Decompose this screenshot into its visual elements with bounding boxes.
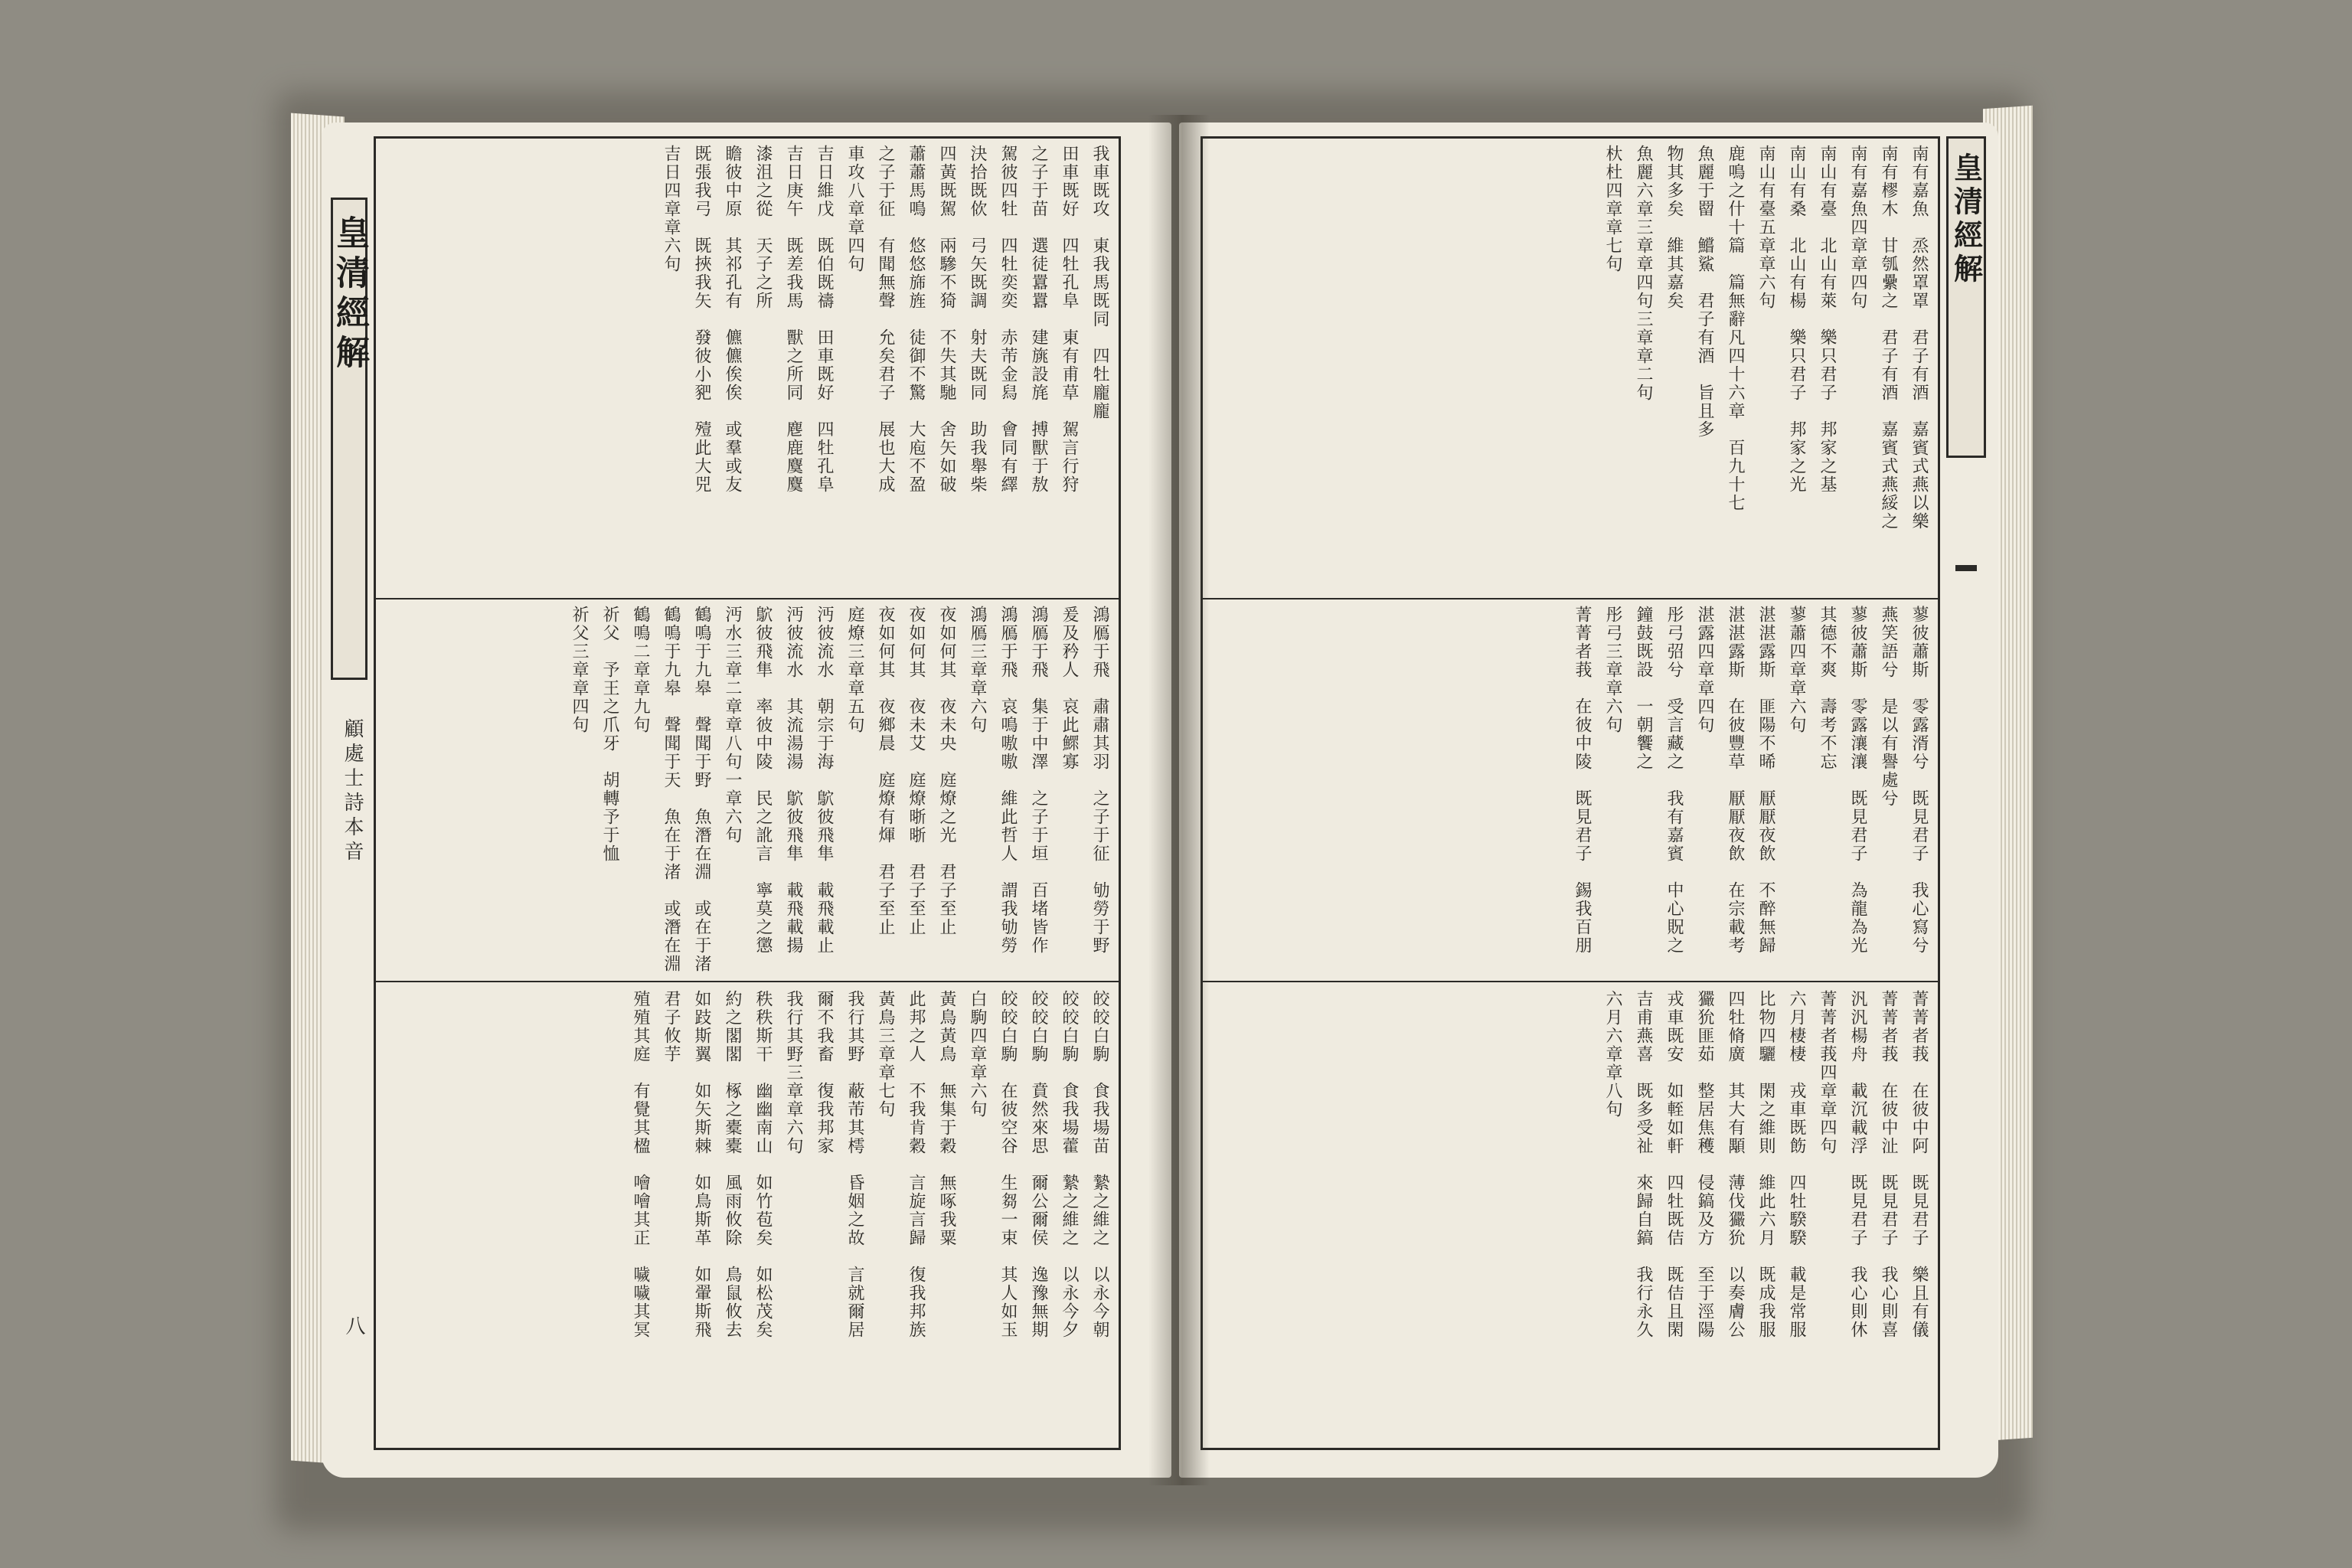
text-column: 燕笑語兮 是以有譽處兮 [1879,606,1898,808]
text-column: 皎皎白駒 在彼空谷 生芻一束 其人如玉 [998,990,1018,1339]
text-column: 南有嘉魚四章章四句 [1848,145,1867,310]
text-column: 菁菁者莪 在彼中陵 既見君子 錫我百朋 [1573,606,1592,955]
right-page [1179,122,1998,1478]
text-column: 魚麗六章三章章四句三章章二句 [1634,145,1653,402]
text-column: 南山有桑 北山有楊 樂只君子 邦家之光 [1787,145,1806,494]
text-column: 物其多矣 維其嘉矣 [1664,145,1684,310]
text-column: 之子于苗 選徒囂囂 建旐設旄 搏獸于敖 [1029,145,1048,494]
right-head-strip [1943,136,1989,1446]
text-column: 我車既攻 東我馬既同 四牡龐龐 [1090,145,1109,420]
text-column: 沔彼流水 其流湯湯 鴥彼飛隼 載飛載揚 [784,606,803,955]
left-page [322,122,1171,1478]
right-bottom-columns [1210,990,1930,1442]
left-text-frame [374,136,1121,1450]
text-column: 夜如何其 夜未艾 庭燎晣晣 君子至止 [906,606,926,936]
text-column: 夜如何其 夜鄉晨 庭燎有煇 君子至止 [876,606,895,936]
text-column: 車攻八章章四句 [845,145,864,273]
text-column: 南山有臺 北山有萊 樂只君子 邦家之基 [1818,145,1837,494]
left-mid-columns [384,606,1111,976]
text-column: 杕杜四章章七句 [1603,145,1622,273]
text-column: 鴻鴈于飛 哀鳴嗷嗷 維此哲人 謂我劬勞 [998,606,1018,955]
text-column: 決拾既佽 弓矢既調 射夫既同 助我舉柴 [968,145,987,494]
text-column: 鶴鳴于九皋 聲聞于天 魚在于渚 或潛在淵 [662,606,681,973]
text-column: 鶴鳴二章章九句 [631,606,650,734]
text-column: 約之閣閣 椓之橐橐 風雨攸除 鳥鼠攸去 [723,990,742,1339]
text-column: 此邦之人 不我肯穀 言旋言歸 復我邦族 [906,990,926,1339]
left-top-columns [384,145,1111,592]
text-column: 湛湛露斯 在彼豐草 厭厭夜飲 在宗載考 [1726,606,1745,955]
text-column: 六月六章章八句 [1603,990,1622,1119]
text-column: 夜如何其 夜未央 庭燎之光 君子至止 [937,606,956,936]
text-column: 鹿鳴之什十篇 篇無辭凡四十六章 百九十七 [1726,145,1745,512]
section-note: 顧處士詩本音 [341,718,364,865]
text-column: 四黃既駕 兩驂不猗 不失其馳 舍矢如破 [937,145,956,494]
text-column: 鴥彼飛隼 率彼中陵 民之訛言 寧莫之懲 [753,606,773,955]
book-title: 皇清經解 [331,198,368,680]
text-column: 殖殖其庭 有覺其楹 噲噲其正 噦噦其冥 [631,990,650,1339]
text-column: 君子攸芋 [662,990,681,1063]
text-column: 之子于征 有聞無聲 允矣君子 展也大成 [876,145,895,494]
text-column: 秩秩斯干 幽幽南山 如竹苞矣 如松茂矣 [753,990,773,1339]
book-gutter [1148,115,1210,1485]
text-column: 南山有臺五章章六句 [1756,145,1775,310]
text-column: 吉日庚午 既差我馬 獸之所同 麀鹿麌麌 [784,145,803,494]
fishtail-ornament [1955,565,1977,571]
text-column: 彤弓三章章六句 [1603,606,1622,734]
text-column: 鴻鴈于飛 集于中澤 之子于垣 百堵皆作 [1029,606,1048,955]
text-column: 祈父 予王之爪牙 胡轉予于恤 [600,606,619,863]
text-column: 瞻彼中原 其祁孔有 儦儦俟俟 或羣或友 [723,145,742,494]
text-column: 皎皎白駒 食我場苗 縶之維之 以永今朝 [1090,990,1109,1339]
left-title-strip [329,136,371,1446]
text-column: 田車既好 四牡孔阜 東有甫草 駕言行狩 [1060,145,1079,494]
text-column: 比物四驪 閑之維則 維此六月 既成我服 [1756,990,1775,1339]
text-column: 蓼彼蕭斯 零露湑兮 既見君子 我心寫兮 [1909,606,1929,955]
text-column: 菁菁者莪四章章四句 [1818,990,1837,1155]
text-column: 四牡脩廣 其大有顒 薄伐玁狁 以奏膚公 [1726,990,1745,1339]
text-column: 鴻鴈三章章六句 [968,606,987,734]
text-column: 既張我弓 既挾我矢 發彼小豝 殪此大兕 [692,145,711,494]
text-column: 皎皎白駒 食我場藿 縶之維之 以永今夕 [1060,990,1079,1339]
text-column: 蕭蕭馬鳴 悠悠旆旌 徒御不驚 大庖不盈 [906,145,926,494]
right-mid-columns [1210,606,1930,976]
left-bottom-columns [384,990,1111,1442]
text-column: 沔彼流水 朝宗于海 鴥彼飛隼 載飛載止 [815,606,834,955]
text-column: 蓼蕭四章章六句 [1787,606,1806,734]
text-column: 彤弓弨兮 受言藏之 我有嘉賓 中心貺之 [1664,606,1684,955]
text-column: 南有嘉魚 烝然罩罩 君子有酒 嘉賓式燕以樂 [1909,145,1929,531]
text-column: 菁菁者莪 在彼中阿 既見君子 樂且有儀 [1909,990,1929,1339]
text-column: 菁菁者莪 在彼中沚 既見君子 我心則喜 [1879,990,1898,1339]
text-column: 南有樛木 甘瓠纍之 君子有酒 嘉賓式燕綏之 [1879,145,1898,531]
text-column: 庭燎三章章五句 [845,606,864,734]
text-column: 沔水三章二章章八句一章六句 [723,606,742,844]
text-column: 吉日四章章六句 [662,145,681,273]
text-column: 吉日維戊 既伯既禱 田車既好 四牡孔阜 [815,145,834,494]
text-column: 六月棲棲 戎車既飭 四牡騤騤 載是常服 [1787,990,1806,1339]
text-column: 白駒四章章六句 [968,990,987,1119]
text-column: 玁狁匪茹 整居焦穫 侵鎬及方 至于涇陽 [1695,990,1714,1339]
text-column: 我行其野三章章六句 [784,990,803,1155]
right-top-columns [1210,145,1930,592]
text-column: 魚麗于罶 鱨鯊 君子有酒 旨且多 [1695,145,1714,439]
text-column: 如跂斯翼 如矢斯棘 如鳥斯革 如翬斯飛 [692,990,711,1339]
text-column: 我行其野 蔽芾其樗 昏姻之故 言就爾居 [845,990,864,1339]
text-column: 其德不爽 壽考不忘 [1818,606,1837,771]
text-column: 黃鳥黃鳥 無集于穀 無啄我粟 [937,990,956,1247]
text-column: 爰及矜人 哀此鰥寡 [1060,606,1079,771]
text-column: 湛湛露斯 匪陽不晞 厭厭夜飲 不醉無歸 [1756,606,1775,955]
text-column: 吉甫燕喜 既多受祉 來歸自鎬 我行永久 [1634,990,1653,1339]
page-folio: 八 [342,1315,365,1335]
text-column: 戎車既安 如輊如軒 四牡既佶 既佶且閑 [1664,990,1684,1339]
text-column: 鐘鼓既設 一朝饗之 [1634,606,1653,771]
text-column: 汎汎楊舟 載沉載浮 既見君子 我心則休 [1848,990,1867,1339]
text-column: 爾不我畜 復我邦家 [815,990,834,1155]
text-column: 鴻鴈于飛 肅肅其羽 之子于征 劬勞于野 [1090,606,1109,955]
right-header: 皇清經解 [1946,136,1986,458]
text-column: 鶴鳴于九皋 聲聞于野 魚潛在淵 或在于渚 [692,606,711,973]
text-column: 漆沮之從 天子之所 [753,145,773,310]
text-column: 蓼彼蕭斯 零露瀼瀼 既見君子 為龍為光 [1848,606,1867,955]
text-column: 駕彼四牡 四牡奕奕 赤芾金舄 會同有繹 [998,145,1018,494]
text-column: 湛露四章章四句 [1695,606,1714,734]
text-column: 皎皎白駒 賁然來思 爾公爾侯 逸豫無期 [1029,990,1048,1339]
text-column: 黃鳥三章章七句 [876,990,895,1119]
text-column: 祈父三章章四句 [570,606,589,734]
right-text-frame [1200,136,1940,1450]
